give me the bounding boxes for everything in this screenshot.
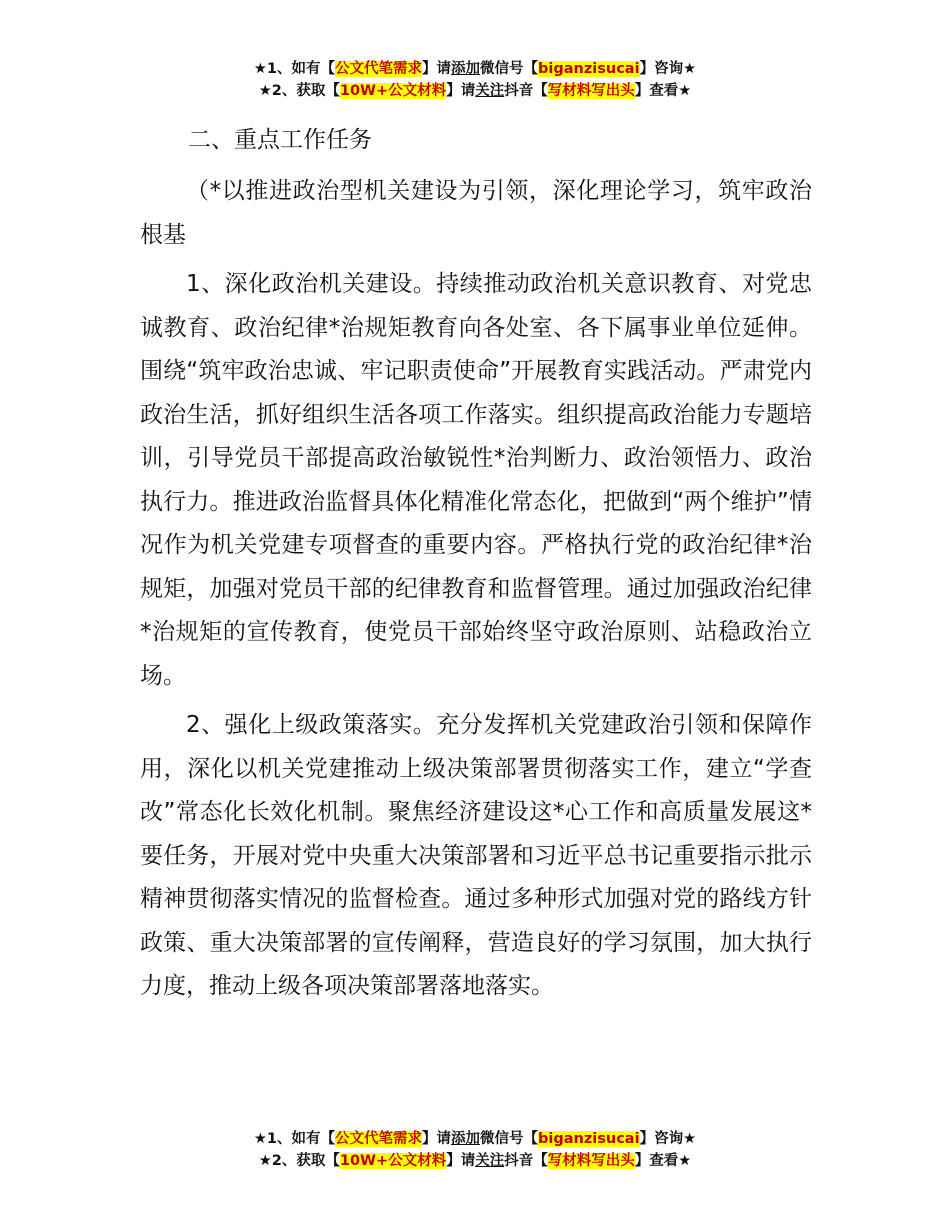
highlight-writing-service: 公文代笔需求 — [335, 61, 423, 77]
paragraph-item-2: 2、强化上级政策落实。充分发挥机关党建政治引领和保障作用，深化以机关党建推动上级决策部署贯彻落实工作，建立“学查改”常态化长效化机制。聚焦经济建设这*心工作和高质量发展这*要任务，开展对党中央重大决策部署和习近平总书记重要指示批示精神贯彻落实情况的监督检查。通过多种形式加强对党的路线方针政策、重大决策部署的宣传阐释，营造良好的学习氛围，加大执行力度，推动上级各项决策部署落地落实。 — [140, 712, 812, 999]
banner-text: ★1、如有【 — [253, 1131, 336, 1147]
banner-text: 微信号【 — [480, 61, 539, 77]
banner-line-1 — [0, 58, 950, 80]
highlight-materials: 10W+公文材料 — [339, 1153, 447, 1169]
section-heading: 二、重点工作任务 — [188, 127, 372, 153]
paragraph-intro: （*以推进政治型机关建设为引领，深化理论学习，筑牢政治根基 — [140, 178, 812, 248]
banner-text: 】请 — [446, 83, 476, 99]
banner-text: 】查看★ — [634, 83, 692, 99]
banner-text: 抖音【 — [504, 83, 548, 99]
banner-text: 】请 — [422, 61, 452, 77]
banner-text: 】查看★ — [634, 1153, 692, 1169]
header-banner — [0, 58, 950, 102]
paragraph-item-1: 1、深化政治机关建设。持续推动政治机关意识教育、对党忠诚教育、政治纪律*治规矩教育向各处室、各下属事业单位延伸。围绕“筑牢政治忠诚、牢记职责使命”开展教育实践活动。严肃党内政治生活，抓好组织生活各项工作落实。组织提高政治能力专题培训，引导党员干部提高政治敏锐性*治判断力、政治领悟力、政治执行力。推进政治监督具体化精准化常态化，把做到“两个维护”情况作为机关党建专项督查的重要内容。严格执行党的政治纪律*治规矩，加强对党员干部的纪律教育和监督管理。通过加强政治纪律*治规矩的宣传教育，使党员干部始终坚守政治原则、站稳政治立场。 — [140, 271, 812, 689]
underlined-follow: 关注 — [475, 1153, 505, 1169]
highlight-wechat-id: biganzisucai — [538, 1131, 640, 1147]
banner-text: ★2、获取【 — [258, 83, 340, 99]
highlight-materials: 10W+公文材料 — [339, 83, 447, 99]
banner-line-2 — [0, 1150, 950, 1172]
banner-text: 】咨询★ — [639, 1131, 697, 1147]
banner-text: 抖音【 — [504, 1153, 548, 1169]
underlined-add: 添加 — [451, 61, 481, 77]
banner-line-1 — [0, 1128, 950, 1150]
underlined-follow: 关注 — [475, 83, 505, 99]
footer-banner — [0, 1128, 950, 1172]
highlight-douyin-account: 写材料写出头 — [547, 1153, 635, 1169]
document-body — [140, 118, 812, 1015]
highlight-douyin-account: 写材料写出头 — [547, 83, 635, 99]
banner-text: 】请 — [446, 1153, 476, 1169]
banner-line-2 — [0, 80, 950, 102]
underlined-add: 添加 — [451, 1131, 481, 1147]
highlight-writing-service: 公文代笔需求 — [335, 1131, 423, 1147]
banner-text: ★1、如有【 — [253, 61, 336, 77]
highlight-wechat-id: biganzisucai — [538, 61, 640, 77]
banner-text: 】咨询★ — [639, 61, 697, 77]
banner-text: 微信号【 — [480, 1131, 539, 1147]
banner-text: 】请 — [422, 1131, 452, 1147]
banner-text: ★2、获取【 — [258, 1153, 340, 1169]
